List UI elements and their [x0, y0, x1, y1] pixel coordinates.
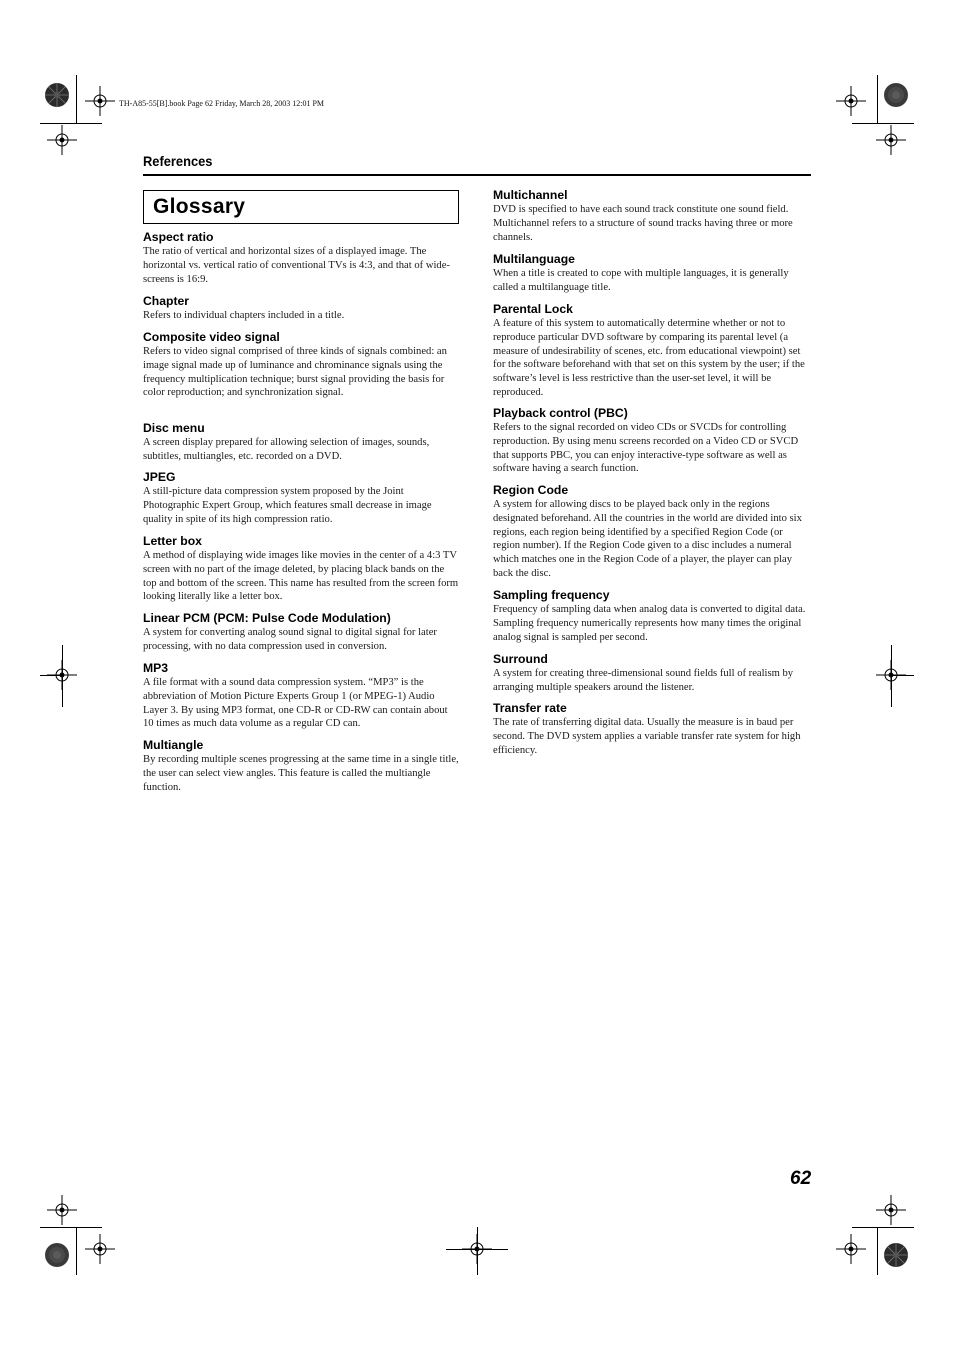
glossary-entry	[493, 701, 811, 757]
term-title: JPEG	[143, 470, 176, 484]
book-info: TH-A85-55[B].book Page 62 Friday, March 28, 2003 12:01 PM	[119, 99, 325, 108]
term-title: Multichannel	[493, 188, 568, 202]
crosshair-icon	[47, 125, 77, 155]
page-number: 62	[790, 1168, 812, 1189]
crop-line	[62, 645, 63, 707]
term-definition: The ratio of vertical and horizontal sizes of a displayed image. The horizontal vs. vertical ratio of conventional TVs is 4:3, and that of wide-screens is 16:9.	[143, 246, 450, 285]
crosshair-icon	[836, 86, 866, 116]
term-title: Region Code	[493, 483, 569, 497]
registration-disc-icon	[883, 1242, 909, 1268]
term-definition: A feature of this system to automatically determine whether or not to reproduce particular DVD software by comparing its parental level (a measure of undesirability of scenes, etc. from educational viewpoint) set for the software beforehand with that set on this system by the user; if the software’s level is less restrictive than the user-set level, it will be reproduced.	[493, 318, 805, 398]
term-title: Transfer rate	[493, 701, 567, 715]
crop-line	[892, 675, 914, 676]
crop-line	[877, 75, 878, 123]
term-definition: A method of displaying wide images like movies in the center of a 4:3 TV screen with no part of the image deleted, by placing black bands on the top and bottom of the screen. This name has resulted from the screen form looking literally like a letter box.	[143, 550, 459, 603]
term-definition: A file format with a sound data compression system. “MP3” is the abbreviation of Motion Picture Experts Group 1 (or MPEG-1) Audio Layer 3. By using MP3 format, one CD-R or CD-RW can contain about 10 times as much data volume as a regular CD can.	[143, 677, 448, 730]
glossary-entry	[493, 483, 811, 581]
glossary-entry	[143, 470, 460, 526]
term-definition: A screen display prepared for allowing selection of images, sounds, subtitles, multiangles, etc. recorded on a DVD.	[143, 437, 430, 462]
section-header: References	[143, 153, 213, 169]
glossary-entry	[143, 294, 460, 323]
crop-line	[477, 1227, 478, 1275]
glossary-entry	[493, 302, 811, 400]
term-definition: A system for converting analog sound signal to digital signal for later processing, with no data compression used in conversion.	[143, 627, 437, 652]
glossary-entry	[493, 252, 811, 295]
term-definition: DVD is specified to have each sound track constitute one sound field. Multichannel refers to a structure of sound tracks having three or more channels.	[493, 204, 793, 243]
term-title: Parental Lock	[493, 302, 573, 316]
crop-line	[852, 123, 914, 124]
glossary-entry	[143, 611, 460, 654]
term-title: Sampling frequency	[493, 588, 610, 602]
term-title: Multilanguage	[493, 252, 575, 266]
term-definition: The rate of transferring digital data. Usually the measure is in baud per second. The DVD system applies a variable transfer rate system for high efficiency.	[493, 717, 801, 756]
term-title: Aspect ratio	[143, 230, 214, 244]
crop-line	[891, 645, 892, 707]
crosshair-icon	[876, 125, 906, 155]
glossary-entry	[143, 421, 460, 464]
crosshair-icon	[47, 1195, 77, 1225]
term-title: Playback control (PBC)	[493, 406, 628, 420]
registration-disc-icon	[44, 1242, 70, 1268]
crosshair-icon	[876, 1195, 906, 1225]
term-title: Composite video signal	[143, 330, 280, 344]
term-definition: Refers to video signal comprised of three kinds of signals combined: an image signal made up of luminance and chrominance signals using the frequency multiplication technique; burst signal providing the basis for color reproduction; and synchronization signal.	[143, 346, 447, 399]
glossary-entry	[493, 652, 811, 695]
term-definition: A system for creating three-dimensional sound fields full of realism by arranging multiple speakers around the listener.	[493, 668, 794, 693]
glossary-entry	[143, 661, 460, 731]
term-definition: Refers to the signal recorded on video CDs or SVCDs for controlling reproduction. By using menu screens recorded on a Video CD or SVCD that supports PBC, you can enjoy interactive-type software as well as software having a search function.	[493, 422, 799, 475]
crop-line	[877, 1227, 878, 1275]
glossary-entry	[143, 738, 460, 794]
section-rule	[143, 174, 811, 176]
crop-line	[40, 123, 102, 124]
glossary-entry	[493, 188, 811, 244]
term-title: MP3	[143, 661, 169, 675]
term-definition: By recording multiple scenes progressing at the same time in a single title, the user can select view angles. This feature is called the multiangle function.	[143, 754, 459, 793]
page-title: Glossary	[153, 195, 246, 218]
term-definition: A system for allowing discs to be played back only in the regions designated beforehand. All the countries in the world are divided into six regions, each region being identified by a specified Region Code (or region number). If the Region Code given to a disc includes a numeral which matches one in the Region Code of a player, the player can play back the disc.	[493, 499, 802, 579]
crop-line	[76, 75, 77, 123]
term-title: Chapter	[143, 294, 190, 308]
crop-line	[40, 1227, 102, 1228]
term-title: Surround	[493, 652, 548, 666]
term-definition: When a title is created to cope with multiple languages, it is generally called a multilanguage title.	[493, 268, 789, 293]
crosshair-icon	[836, 1234, 866, 1264]
term-definition: Frequency of sampling data when analog data is converted to digital data. Sampling frequency numerically represents how many times the original analog signal is sampled per second.	[493, 604, 806, 643]
registration-disc-icon	[883, 82, 909, 108]
glossary-entry	[143, 534, 460, 604]
glossary-entry	[143, 230, 460, 286]
term-title: Linear PCM (PCM: Pulse Code Modulation)	[143, 611, 391, 625]
crosshair-icon	[85, 86, 115, 116]
title-box	[143, 190, 459, 224]
glossary-entry	[493, 406, 811, 476]
glossary-entry	[493, 588, 811, 644]
term-title: Disc menu	[143, 421, 205, 435]
registration-disc-icon	[44, 82, 70, 108]
term-definition: Refers to individual chapters included in a title.	[143, 310, 345, 321]
term-title: Letter box	[143, 534, 202, 548]
crosshair-icon	[85, 1234, 115, 1264]
crop-line	[852, 1227, 914, 1228]
glossary-entry	[143, 330, 460, 400]
term-definition: A still-picture data compression system proposed by the Joint Photographic Expert Group, which features small decrease in image quality in spite of its high compression ratio.	[143, 486, 432, 525]
term-title: Multiangle	[143, 738, 204, 752]
crop-line	[40, 675, 62, 676]
crop-line	[76, 1227, 77, 1275]
